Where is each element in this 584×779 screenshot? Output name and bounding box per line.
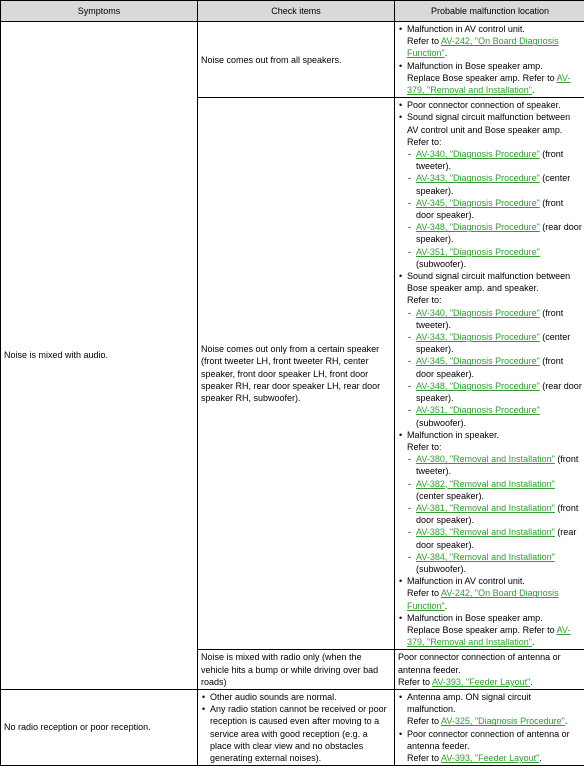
reference-link[interactable]: AV-242, "On Board Diagnosis Function" [407, 588, 559, 611]
list-item: • Sound signal circuit malfunction between AV control unit and Bose speaker amp. Refer to: - AV-340, "Diagnosis Procedure" (front tweeter). - AV-343, "Diagnosis Procedure" (center speaker). - AV-345, "Diagnosis Procedure" (front door speaker). - AV-348, "Diagnosis Procedure" (rear door speaker). - AV-351, "Diagnosis Procedure" (subwoofer). [398, 111, 582, 270]
list-item: • Malfunction in AV control unit. Refer to AV-242, "On Board Diagnosis Function". [398, 575, 582, 612]
symptom-noise-audio: Noise is mixed with audio. [1, 22, 198, 690]
reference-link[interactable]: AV-343, "Diagnosis Procedure" [416, 332, 540, 343]
reference-link[interactable]: AV-348, "Diagnosis Procedure" [416, 380, 540, 391]
reference-link[interactable]: AV-340, "Diagnosis Procedure" [416, 149, 540, 160]
header-row [1, 1, 584, 22]
table-row [1, 22, 584, 98]
reference-link[interactable]: AV-351, "Diagnosis Procedure" [416, 246, 540, 257]
list-item: • Poor connector connection of antenna or antenna feeder. Refer to AV-393, "Feeder Layout". [398, 728, 582, 765]
list-item: • Any radio station cannot be received or poor reception is caused even after moving to a service area with good reception (e.g. a place with clear view and no obstacles generating external noises). [201, 703, 391, 764]
reference-link[interactable]: AV-340, "Diagnosis Procedure" [416, 307, 540, 318]
reference-link[interactable]: AV-380, "Removal and Installation" [416, 454, 555, 465]
check-all-speakers: Noise comes out from all speakers. [198, 22, 395, 98]
check-cell [198, 689, 395, 765]
sub-item: - AV-340, "Diagnosis Procedure" (front tweeter). [407, 307, 582, 331]
reference-link[interactable]: AV-242, "On Board Diagnosis Function" [407, 36, 559, 59]
reference-link[interactable]: AV-343, "Diagnosis Procedure" [416, 173, 540, 184]
sub-item: - AV-384, "Removal and Installation" (subwoofer). [407, 551, 582, 575]
list-item: • Antenna amp. ON signal circuit malfunction. Refer to AV-325, "Diagnosis Procedure". [398, 691, 582, 728]
reference-link[interactable]: AV-345, "Diagnosis Procedure" [416, 197, 540, 208]
list-item: • Other audio sounds are normal. [201, 691, 391, 703]
sub-item: - AV-381, "Removal and Installation" (front door speaker). [407, 502, 582, 526]
list-item: • Malfunction in AV control unit. Refer to AV-242, "On Board Diagnosis Function". [398, 23, 582, 60]
check-certain-speaker: Noise comes out only from a certain speaker (front tweeter LH, front tweeter RH, center speaker, front door speaker LH, front door speaker RH, rear door speaker LH, rear door speaker RH, subwoofer). [198, 98, 395, 650]
sub-item: - AV-343, "Diagnosis Procedure" (center speaker). [407, 331, 582, 355]
list-item: • Poor connector connection of speaker. [398, 99, 582, 111]
sub-item: - AV-383, "Removal and Installation" (rear door speaker). [407, 526, 582, 550]
sub-item: - AV-340, "Diagnosis Procedure" (front tweeter). [407, 148, 582, 172]
sub-item: - AV-380, "Removal and Installation" (front tweeter). [407, 453, 582, 477]
symptom-no-radio: No radio reception or poor reception. [1, 689, 198, 765]
reference-link[interactable]: AV-381, "Removal and Installation" [416, 502, 555, 513]
sub-item: - AV-345, "Diagnosis Procedure" (front door speaker). [407, 355, 582, 379]
reference-link[interactable]: AV-379, "Removal and Installation" [407, 72, 571, 96]
list-item: • Malfunction in Bose speaker amp. Replace Bose speaker amp. Refer to AV-379, "Removal and Installation". [398, 60, 582, 97]
sub-item: - AV-351, "Diagnosis Procedure" (subwoofer). [407, 246, 582, 270]
header-check-items: Check items [198, 1, 395, 22]
reference-link[interactable]: AV-382, "Removal and Installation" [416, 478, 555, 489]
header-probable-location: Probable malfunction location [395, 1, 584, 22]
check-radio-only: Noise is mixed with radio only (when the vehicle hits a bump or while driving over bad roads) [198, 650, 395, 690]
probable-cell [395, 22, 584, 98]
reference-link[interactable]: AV-379, "Removal and Installation" [407, 624, 571, 648]
sub-item: - AV-348, "Diagnosis Procedure" (rear door speaker). [407, 221, 582, 245]
reference-link[interactable]: AV-351, "Diagnosis Procedure" [416, 405, 540, 416]
list-item: • Malfunction in speaker. Refer to: - AV-380, "Removal and Installation" (front tweeter). - AV-382, "Removal and Installation" (center speaker). - AV-381, "Removal and Installation" (front door speaker). - AV-383, "Removal and Installation" (rear door speaker). - AV-384, "Removal and Installation" (subwoofer). [398, 429, 582, 575]
probable-list [398, 23, 582, 96]
list-item: • Sound signal circuit malfunction between Bose speaker amp. and speaker. Refer to: - AV-340, "Diagnosis Procedure" (front tweeter). - AV-343, "Diagnosis Procedure" (center speaker). - AV-345, "Diagnosis Procedure" (front door speaker). - AV-348, "Diagnosis Procedure" (rear door speaker). - AV-351, "Diagnosis Procedure" (subwoofer). [398, 270, 582, 429]
table-row [1, 689, 584, 765]
probable-cell [395, 689, 584, 765]
reference-link[interactable]: AV-325, "Diagnosis Procedure" [441, 716, 565, 727]
reference-link[interactable]: AV-348, "Diagnosis Procedure" [416, 222, 540, 233]
probable-list [398, 99, 582, 648]
sub-item: - AV-343, "Diagnosis Procedure" (center speaker). [407, 172, 582, 196]
probable-cell: Poor connector connection of antenna or antenna feeder. Refer to AV-393, "Feeder Layout". [395, 650, 584, 690]
sub-item: - AV-351, "Diagnosis Procedure" (subwoofer). [407, 404, 582, 428]
reference-link[interactable]: AV-393, "Feeder Layout" [441, 752, 540, 763]
sub-item: - AV-345, "Diagnosis Procedure" (front door speaker). [407, 197, 582, 221]
reference-link[interactable]: AV-345, "Diagnosis Procedure" [416, 356, 540, 367]
probable-cell [395, 98, 584, 650]
sub-item: - AV-382, "Removal and Installation" (center speaker). [407, 478, 582, 502]
sub-item: - AV-348, "Diagnosis Procedure" (rear door speaker). [407, 380, 582, 404]
header-symptoms: Symptoms [1, 1, 198, 22]
reference-link[interactable]: AV-383, "Removal and Installation" [416, 527, 555, 538]
list-item: • Malfunction in Bose speaker amp. Replace Bose speaker amp. Refer to AV-379, "Removal and Installation". [398, 612, 582, 649]
reference-link[interactable]: AV-393, "Feeder Layout" [432, 676, 531, 687]
reference-link[interactable]: AV-384, "Removal and Installation" [416, 551, 555, 562]
